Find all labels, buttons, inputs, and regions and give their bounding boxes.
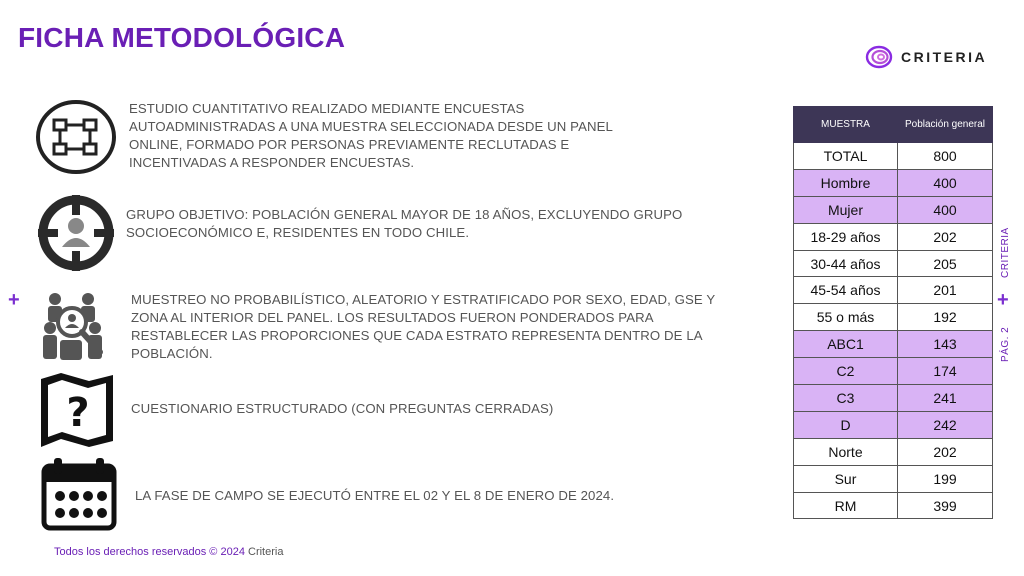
row-label: Hombre	[794, 169, 898, 196]
row-label: RM	[794, 492, 898, 519]
item-text-study: ESTUDIO CUANTITATIVO REALIZADO MEDIANTE ENCUESTAS AUTOADMINISTRADAS A UNA MUESTRA SELECCIONADA DESDE UN PANEL ONLINE, FORMADO POR PERSONAS PREVIAMENTE RECLUTADAS E INCENTIVADAS A RESPONDER ENCUESTAS.	[129, 101, 613, 170]
row-value: 192	[898, 304, 993, 331]
svg-text:?: ?	[66, 390, 90, 436]
row-label: 18-29 años	[794, 223, 898, 250]
people-search-icon	[40, 290, 110, 367]
row-value: 143	[898, 331, 993, 358]
table-row	[794, 438, 993, 465]
footer	[54, 546, 283, 558]
row-value: 201	[898, 277, 993, 304]
row-label: ABC1	[794, 331, 898, 358]
table-row	[794, 196, 993, 223]
row-value: 400	[898, 196, 993, 223]
table-header-row	[794, 107, 993, 143]
target-person-icon	[36, 193, 116, 278]
row-value: 174	[898, 358, 993, 385]
column-header-population: Población general	[898, 107, 993, 143]
table-body	[794, 143, 993, 519]
side-brand: CRITERIA	[1000, 227, 1011, 278]
table-row	[794, 169, 993, 196]
logo-text: CRITERIA	[901, 49, 988, 65]
criteria-logo-icon	[865, 44, 893, 70]
criteria-logo	[865, 44, 987, 70]
column-header-sample: MUESTRA	[794, 107, 898, 143]
table-row	[794, 358, 993, 385]
table-row	[794, 277, 993, 304]
row-label: Norte	[794, 438, 898, 465]
row-value: 202	[898, 438, 993, 465]
row-label: Mujer	[794, 196, 898, 223]
table-row	[794, 223, 993, 250]
table-row	[794, 250, 993, 277]
row-value: 199	[898, 465, 993, 492]
table-row	[794, 331, 993, 358]
footer-brand: Criteria	[248, 546, 284, 558]
row-label: C2	[794, 358, 898, 385]
row-value: 800	[898, 143, 993, 170]
page-number: PÁG. 2	[1000, 326, 1011, 362]
table-row	[794, 465, 993, 492]
row-value: 399	[898, 492, 993, 519]
table-row	[794, 385, 993, 412]
calendar-icon	[40, 456, 118, 537]
row-label: 45-54 años	[794, 277, 898, 304]
table-row	[794, 492, 993, 519]
item-text-fieldwork: LA FASE DE CAMPO SE EJECUTÓ ENTRE EL 02 Y EL 8 DE ENERO DE 2024.	[135, 488, 615, 503]
row-value: 202	[898, 223, 993, 250]
row-label: 30-44 años	[794, 250, 898, 277]
row-value: 205	[898, 250, 993, 277]
flowchart-icon	[36, 100, 116, 179]
table-row	[794, 304, 993, 331]
plus-icon-left: +	[8, 289, 20, 311]
row-label: 55 o más	[794, 304, 898, 331]
sample-table	[793, 106, 993, 519]
row-value: 400	[898, 169, 993, 196]
row-value: 242	[898, 411, 993, 438]
row-value: 241	[898, 385, 993, 412]
item-text-target: GRUPO OBJETIVO: POBLACIÓN GENERAL MAYOR DE 18 AÑOS, EXCLUYENDO GRUPO SOCIOECONÓMICO E, RESIDENTES EN TODO CHILE.	[126, 207, 683, 240]
table-row	[794, 411, 993, 438]
footer-rights: Todos los derechos reservados © 2024	[54, 546, 245, 558]
item-text-questionnaire: CUESTIONARIO ESTRUCTURADO (CON PREGUNTAS CERRADAS)	[131, 401, 554, 416]
table-row	[794, 143, 993, 170]
map-question-icon	[37, 371, 117, 456]
page-title: FICHA METODOLÓGICA	[18, 22, 346, 53]
row-label: TOTAL	[794, 143, 898, 170]
item-text-sampling: MUESTREO NO PROBABILÍSTICO, ALEATORIO Y ESTRATIFICADO POR SEXO, EDAD, GSE Y ZONA AL INTERIOR DEL PANEL. LOS RESULTADOS FUERON PONDERADOS PARA RESTABLECER LAS PROPORCIONES QUE CADA ESTRATO REPRESENTA DENTRO DE LA POBLACIÓN.	[131, 292, 715, 361]
plus-icon-right: +	[997, 289, 1009, 311]
row-label: Sur	[794, 465, 898, 492]
row-label: C3	[794, 385, 898, 412]
row-label: D	[794, 411, 898, 438]
